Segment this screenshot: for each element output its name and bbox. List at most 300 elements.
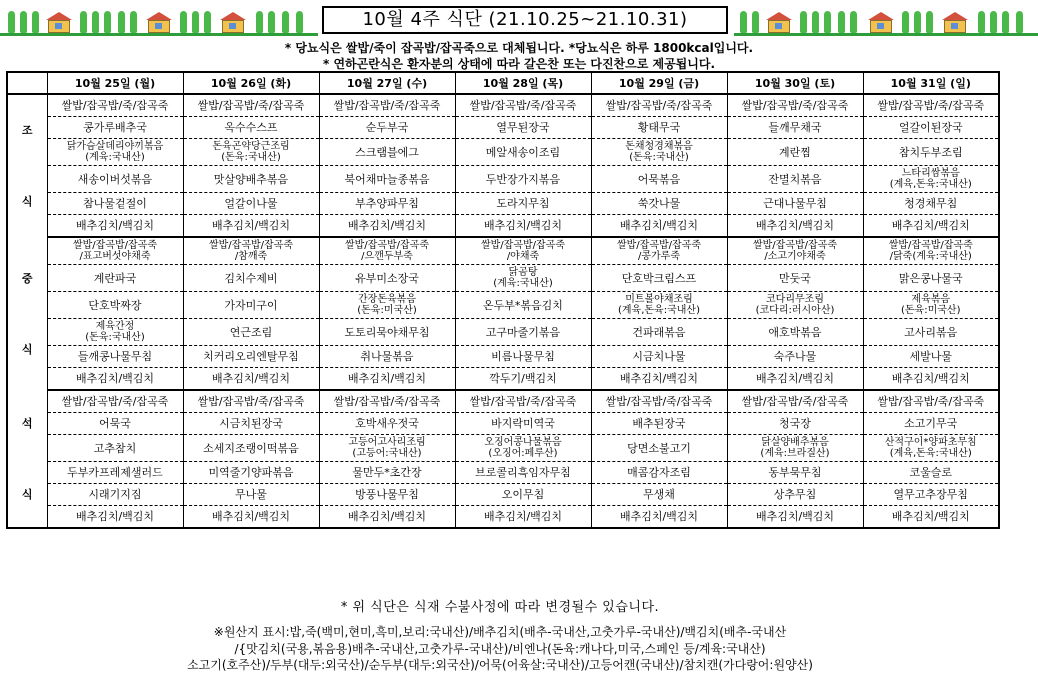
dish-name: 호박새우젓국 [355, 417, 419, 430]
dish-name: 들깨콩나물무침 [77, 350, 153, 363]
menu-cell [863, 166, 999, 193]
menu-cell [455, 319, 591, 346]
menu-cell [863, 484, 999, 506]
dish-name: 배추김치/백김치 [619, 510, 699, 523]
menu-cell [727, 166, 863, 193]
dish-origin: (계육:브라질산) [760, 448, 830, 459]
dish-name: 도라지무침 [496, 197, 550, 210]
menu-cell [727, 292, 863, 319]
dish-origin: /으깬두부죽 [361, 251, 413, 262]
dish-name: 배추김치/백김치 [755, 219, 835, 232]
dish-name: 어묵국 [99, 417, 131, 430]
dish-name: 배추김치/백김치 [483, 510, 563, 523]
dish-origin: (계육,돈육:국내산) [618, 305, 700, 316]
tree-icon [92, 11, 99, 33]
dish-name: 쌀밥/잡곡밥/죽/잡곡죽 [61, 395, 169, 408]
dish-name: 매콤감자조림 [627, 466, 691, 479]
day-header: 10월 25일 (월) [47, 72, 183, 94]
dish-name: 브로콜리흑임자무침 [475, 466, 571, 479]
menu-cell [47, 193, 183, 215]
dish-name: 쌀밥/잡곡밥/죽/잡곡죽 [741, 99, 849, 112]
dish-name: 참나물겉절이 [83, 197, 147, 210]
menu-cell [183, 117, 319, 139]
menu-row [7, 215, 999, 238]
tree-icon [192, 11, 199, 33]
tree-icon [118, 11, 125, 33]
meal-label-bottom: 식 [21, 342, 33, 356]
menu-cell [727, 94, 863, 117]
tree-icon [752, 11, 759, 33]
menu-cell [183, 462, 319, 484]
menu-cell [727, 139, 863, 166]
origin-line: ※원산지 표시:밥,죽(백미,현미,흑미,보리:국내산)/배추김치(배추-국내산,고춧가루-국내산)/백김치(배추-국내산 [213, 625, 787, 639]
menu-cell [863, 390, 999, 413]
dish-name: 유부미소장국 [355, 271, 419, 285]
menu-cell [183, 193, 319, 215]
menu-cell [727, 215, 863, 238]
dish-name: 무나물 [235, 488, 267, 501]
menu-cell [455, 462, 591, 484]
menu-cell [183, 346, 319, 368]
dish-origin: (고등어:국내산) [352, 448, 422, 459]
menu-cell [47, 237, 183, 265]
menu-cell [183, 319, 319, 346]
menu-cell [47, 215, 183, 238]
menu-cell [319, 265, 455, 292]
dish-name: 애호박볶음 [768, 325, 822, 339]
dish-name: 돈육곤약당근조림 [212, 141, 290, 152]
menu-cell [727, 484, 863, 506]
dish-name: 배추김치/백김치 [619, 372, 699, 385]
menu-cell [455, 346, 591, 368]
menu-cell [591, 390, 727, 413]
menu-cell [455, 166, 591, 193]
menu-cell [591, 265, 727, 292]
dish-name: 도토리묵야채무침 [344, 325, 430, 339]
dish-name: 열무고추장무침 [893, 488, 968, 501]
menu-cell [183, 435, 319, 462]
dish-name: 당면소불고기 [627, 441, 691, 455]
dish-name: 쌀밥/잡곡밥/죽/잡곡죽 [61, 99, 169, 112]
menu-cell [47, 390, 183, 413]
menu-cell [863, 506, 999, 529]
dish-name: 무생채 [643, 488, 675, 501]
dish-name: 닭곰탕 [508, 267, 538, 278]
dish-name: 연근조림 [229, 325, 273, 339]
header-corner [7, 72, 47, 94]
menu-cell [183, 484, 319, 506]
dish-name: 배추김치/백김치 [891, 510, 970, 523]
menu-cell [319, 319, 455, 346]
dish-name: 들깨무채국 [768, 121, 822, 134]
dish-name: 바지락미역국 [491, 417, 555, 430]
dish-origin: (돈육:국내산) [221, 152, 281, 163]
dish-origin: /표고버섯야채죽 [79, 251, 151, 262]
tree-icon [914, 11, 921, 33]
menu-row [7, 462, 999, 484]
dish-name: 쌀밥/잡곡밥/잡곡죽 [616, 240, 702, 251]
menu-cell [455, 390, 591, 413]
menu-cell [591, 346, 727, 368]
tree-icon [926, 11, 933, 33]
tree-icon [1002, 11, 1009, 33]
menu-cell [863, 117, 999, 139]
tree-icon [800, 11, 807, 33]
tree-icon [812, 11, 819, 33]
menu-cell [47, 506, 183, 529]
house-icon [48, 19, 70, 33]
menu-cell [591, 292, 727, 319]
menu-cell [727, 435, 863, 462]
dish-name: 배추김치/백김치 [347, 372, 427, 385]
tree-icon [104, 11, 111, 33]
menu-cell [319, 390, 455, 413]
dish-name: 얼갈이된장국 [898, 121, 963, 134]
dish-name: 동부묵무침 [768, 466, 822, 479]
dish-origin: (돈육:국내산) [629, 152, 689, 163]
dish-origin: (돈육:미국산) [901, 305, 961, 316]
menu-cell [863, 265, 999, 292]
change-notice: * 위 식단은 식재 수불사정에 따라 변경될수 있습니다. [340, 600, 660, 615]
dish-name: 느타리쌈볶음 [901, 168, 960, 179]
dish-name: 배추김치/백김치 [211, 372, 291, 385]
menu-cell [863, 292, 999, 319]
dish-name: 단호박크림스프 [621, 271, 697, 285]
menu-cell [863, 346, 999, 368]
dish-name: 쌀밥/잡곡밥/죽/잡곡죽 [877, 99, 985, 112]
notice-dysphagia: * 연하곤란식은 환자분의 상태에 따라 갈은찬 또는 다진찬으로 제공됩니다. [322, 57, 716, 71]
dish-name: 쌀밥/잡곡밥/잡곡죽 [888, 240, 973, 251]
menu-cell [863, 215, 999, 238]
house-icon [944, 19, 966, 33]
dish-name: 치커리오리엔탈무침 [203, 350, 299, 363]
origin-line: 소고기(호주산)/두부(대두:외국산)/순두부(대두:외국산)/어묵(어육살:국내산)/고등어캔(국내산)/참치캔(가다랑어:원양산) [187, 658, 813, 672]
dish-name: 부추양파무침 [355, 197, 419, 210]
menu-body [7, 94, 999, 528]
menu-row [7, 166, 999, 193]
dish-name: 두반장가지볶음 [485, 172, 561, 186]
menu-cell [455, 368, 591, 391]
menu-cell [183, 413, 319, 435]
dish-name: 쌀밥/잡곡밥/죽/잡곡죽 [333, 395, 441, 408]
dish-name: 쌀밥/잡곡밥/잡곡죽 [344, 240, 430, 251]
menu-cell [319, 237, 455, 265]
menu-cell [319, 435, 455, 462]
menu-cell [47, 319, 183, 346]
dish-name: 배추김치/백김치 [755, 510, 835, 523]
dish-name: 가자미구이 [224, 298, 278, 312]
dish-name: 맑은콩나물국 [898, 271, 963, 285]
menu-cell [863, 462, 999, 484]
menu-cell [319, 346, 455, 368]
house-icon [870, 19, 892, 33]
menu-cell [47, 462, 183, 484]
menu-cell [727, 265, 863, 292]
grass-strip [0, 33, 318, 36]
meal-label-top: 조 [21, 124, 33, 137]
tree-icon [80, 11, 87, 33]
tree-icon [130, 11, 137, 33]
menu-cell [591, 139, 727, 166]
dish-name: 소고기무국 [904, 417, 958, 430]
menu-cell [47, 484, 183, 506]
menu-cell [183, 265, 319, 292]
dish-name: 배추김치/백김치 [483, 219, 563, 232]
dish-name: 닭살양배추볶음 [761, 437, 829, 448]
menu-cell [455, 435, 591, 462]
house-icon [768, 19, 790, 33]
menu-cell [47, 265, 183, 292]
menu-cell [183, 237, 319, 265]
dish-name: 메알새송이조림 [485, 145, 561, 159]
house-icon [148, 19, 170, 33]
menu-cell [319, 292, 455, 319]
dish-origin: /야채죽 [506, 251, 540, 262]
dish-name: 스크램블에그 [355, 145, 419, 159]
dish-origin: (계육,돈육:국내산) [889, 448, 972, 459]
dish-name: 쌀밥/잡곡밥/잡곡죽 [480, 240, 566, 251]
menu-cell [319, 215, 455, 238]
tree-icon [1016, 11, 1023, 33]
dish-name: 쌀밥/잡곡밥/죽/잡곡죽 [877, 395, 985, 408]
menu-cell [591, 94, 727, 117]
menu-cell [455, 94, 591, 117]
dish-name: 미트볼야채조림 [625, 294, 693, 305]
dish-name: 배추김치/백김치 [211, 510, 291, 523]
tree-icon [296, 11, 303, 33]
tree-icon [740, 11, 747, 33]
day-header: 10월 29일 (금) [591, 72, 727, 94]
menu-row [7, 292, 999, 319]
menu-cell [455, 292, 591, 319]
dish-name: 두부카프레제샐러드 [67, 466, 163, 479]
village-decoration-right [734, 2, 1038, 36]
menu-row [7, 94, 999, 117]
menu-cell [727, 193, 863, 215]
dish-name: 배추된장국 [632, 417, 686, 430]
dish-name: 청경채무침 [904, 197, 958, 210]
dish-name: 참치두부조림 [898, 145, 963, 159]
dish-name: 배추김치/백김치 [755, 372, 835, 385]
dish-name: 제육볶음 [911, 294, 951, 305]
dish-name: 쌀밥/잡곡밥/죽/잡곡죽 [469, 395, 577, 408]
dish-name: 닭가슴살데리야끼볶음 [66, 141, 164, 152]
menu-cell [183, 215, 319, 238]
dish-name: 쌀밥/잡곡밥/죽/잡곡죽 [197, 99, 305, 112]
notice-diabetes: * 당뇨식은 쌀밥/죽이 잡곡밥/잡곡죽으로 대체됩니다. *당뇨식은 하루 1800kcal입니다. [284, 41, 754, 55]
dish-name: 잔멸치볶음 [768, 172, 822, 186]
origin-line: /{맛김치(국용,볶음용)배추-국내산,고춧가루-국내산)/비엔나(돈육:캐나다,미국,스페인 등/계육:국내산) [234, 642, 766, 656]
dish-name: 상추무침 [773, 488, 817, 501]
dish-name: 배추김치/백김치 [75, 372, 155, 385]
menu-cell [863, 139, 999, 166]
tree-icon [32, 11, 39, 33]
dish-name: 쌀밥/잡곡밥/잡곡죽 [752, 240, 838, 251]
menu-cell [591, 484, 727, 506]
tree-icon [268, 11, 275, 33]
dish-name: 돈채청경채볶음 [625, 141, 693, 152]
dish-name: 쌀밥/잡곡밥/죽/잡곡죽 [605, 99, 713, 112]
dish-origin: (계육:국내산) [85, 152, 145, 163]
meal-label-bottom: 식 [21, 487, 33, 501]
dish-name: 만둣국 [779, 271, 811, 285]
menu-row [7, 117, 999, 139]
menu-row [7, 506, 999, 529]
menu-cell [863, 368, 999, 391]
dish-name: 김치수제비 [224, 271, 278, 285]
dish-name: 배추김치/백김치 [891, 372, 970, 385]
menu-cell [863, 435, 999, 462]
menu-cell [727, 237, 863, 265]
menu-cell [455, 265, 591, 292]
dish-name: 쌀밥/잡곡밥/죽/잡곡죽 [605, 395, 713, 408]
menu-cell [591, 506, 727, 529]
weekly-menu-table [6, 71, 1000, 529]
dish-name: 쌀밥/잡곡밥/죽/잡곡죽 [197, 395, 305, 408]
tree-icon [990, 11, 997, 33]
dish-name: 쌀밥/잡곡밥/잡곡죽 [72, 240, 158, 251]
menu-cell [319, 94, 455, 117]
menu-cell [591, 166, 727, 193]
menu-cell [455, 193, 591, 215]
menu-cell [455, 139, 591, 166]
menu-cell [455, 215, 591, 238]
dish-name: 순두부국 [365, 121, 409, 134]
dish-name: 방풍나물무침 [355, 488, 419, 501]
dish-name: 콩가루배추국 [83, 121, 147, 134]
meal-label [7, 390, 47, 528]
menu-cell [863, 94, 999, 117]
menu-row [7, 413, 999, 435]
dish-name: 배추김치/백김치 [211, 219, 291, 232]
menu-cell [319, 117, 455, 139]
dish-name: 새송이버섯볶음 [77, 172, 153, 186]
menu-row [7, 237, 999, 265]
dish-name: 황태무국 [637, 121, 681, 134]
dish-name: 쌀밥/잡곡밥/죽/잡곡죽 [333, 99, 441, 112]
top-banner [0, 0, 1038, 38]
tree-icon [902, 11, 909, 33]
dish-name: 온두부*볶음김치 [483, 298, 563, 312]
dish-origin: /닭죽(계육:국내산) [889, 251, 972, 262]
dish-name: 배추김치/백김치 [347, 510, 427, 523]
tree-icon [20, 11, 27, 33]
tree-icon [8, 11, 15, 33]
tree-icon [824, 11, 831, 33]
dish-name: 배추김치/백김치 [75, 219, 155, 232]
dish-name: 배추김치/백김치 [75, 510, 155, 523]
menu-row [7, 435, 999, 462]
menu-cell [47, 368, 183, 391]
dish-name: 시금치나물 [632, 350, 686, 363]
menu-cell [47, 346, 183, 368]
dish-name: 미역줄기양파볶음 [208, 466, 294, 479]
meal-label-top: 중 [21, 271, 33, 285]
dish-origin: /참깨죽 [234, 251, 268, 262]
menu-cell [183, 506, 319, 529]
menu-cell [591, 462, 727, 484]
dish-name: 고사리볶음 [904, 325, 958, 339]
meal-label [7, 237, 47, 390]
tree-icon [180, 11, 187, 33]
dish-name: 간장돈육볶음 [358, 294, 416, 305]
dish-origin: /콩가루죽 [637, 251, 680, 262]
menu-cell [183, 292, 319, 319]
dish-name: 고등어고사리조림 [348, 437, 426, 448]
dish-name: 청국장 [779, 417, 811, 430]
menu-row [7, 368, 999, 391]
dish-name: 비름나물무침 [491, 350, 555, 363]
menu-cell [727, 117, 863, 139]
menu-row [7, 265, 999, 292]
meal-label [7, 94, 47, 237]
menu-cell [591, 215, 727, 238]
menu-cell [319, 193, 455, 215]
dish-name: 쌀밥/잡곡밥/죽/잡곡죽 [741, 395, 849, 408]
dish-name: 숙주나물 [773, 350, 817, 363]
dish-name: 시래기지짐 [88, 488, 142, 501]
dish-name: 북어채마늘종볶음 [344, 172, 430, 186]
menu-cell [591, 368, 727, 391]
day-header: 10월 28일 (목) [455, 72, 591, 94]
menu-cell [727, 319, 863, 346]
dish-name: 쌀밥/잡곡밥/죽/잡곡죽 [469, 99, 577, 112]
day-header: 10월 31일 (일) [863, 72, 999, 94]
dish-name: 시금치된장국 [219, 417, 283, 430]
menu-cell [47, 166, 183, 193]
dish-name: 깍두기/백김치 [489, 372, 557, 385]
dish-name: 물만두*초간장 [352, 466, 422, 479]
menu-row [7, 193, 999, 215]
menu-cell [591, 435, 727, 462]
dish-origin: (계육,돈육:국내산) [889, 179, 972, 190]
menu-cell [591, 117, 727, 139]
menu-row [7, 139, 999, 166]
dish-origin: /소고기야채죽 [764, 251, 826, 262]
menu-cell [591, 237, 727, 265]
dish-name: 열무된장국 [496, 121, 550, 134]
day-header-row [7, 72, 999, 94]
tree-icon [256, 11, 263, 33]
dish-origin: (돈육:미국산) [357, 305, 417, 316]
menu-cell [319, 139, 455, 166]
menu-cell [863, 193, 999, 215]
menu-cell [727, 368, 863, 391]
meal-label-bottom: 식 [21, 195, 33, 208]
day-header: 10월 30일 (토) [727, 72, 863, 94]
menu-cell [455, 413, 591, 435]
meal-label-top: 석 [21, 416, 33, 430]
day-header: 10월 26일 (화) [183, 72, 319, 94]
menu-cell [591, 319, 727, 346]
dish-name: 배추김치/백김치 [347, 219, 427, 232]
tree-icon [850, 11, 857, 33]
dish-name: 계란찜 [779, 145, 811, 159]
dish-name: 맛살양배추볶음 [213, 172, 289, 186]
menu-cell [455, 117, 591, 139]
menu-cell [47, 292, 183, 319]
menu-cell [47, 413, 183, 435]
dish-name: 소세지조랭이떡볶음 [203, 441, 299, 455]
menu-cell [47, 435, 183, 462]
menu-row [7, 319, 999, 346]
menu-cell [727, 462, 863, 484]
day-header: 10월 27일 (수) [319, 72, 455, 94]
dish-name: 세발나물 [909, 350, 952, 363]
dish-name: 고추참치 [93, 441, 137, 455]
menu-cell [319, 484, 455, 506]
menu-row [7, 390, 999, 413]
